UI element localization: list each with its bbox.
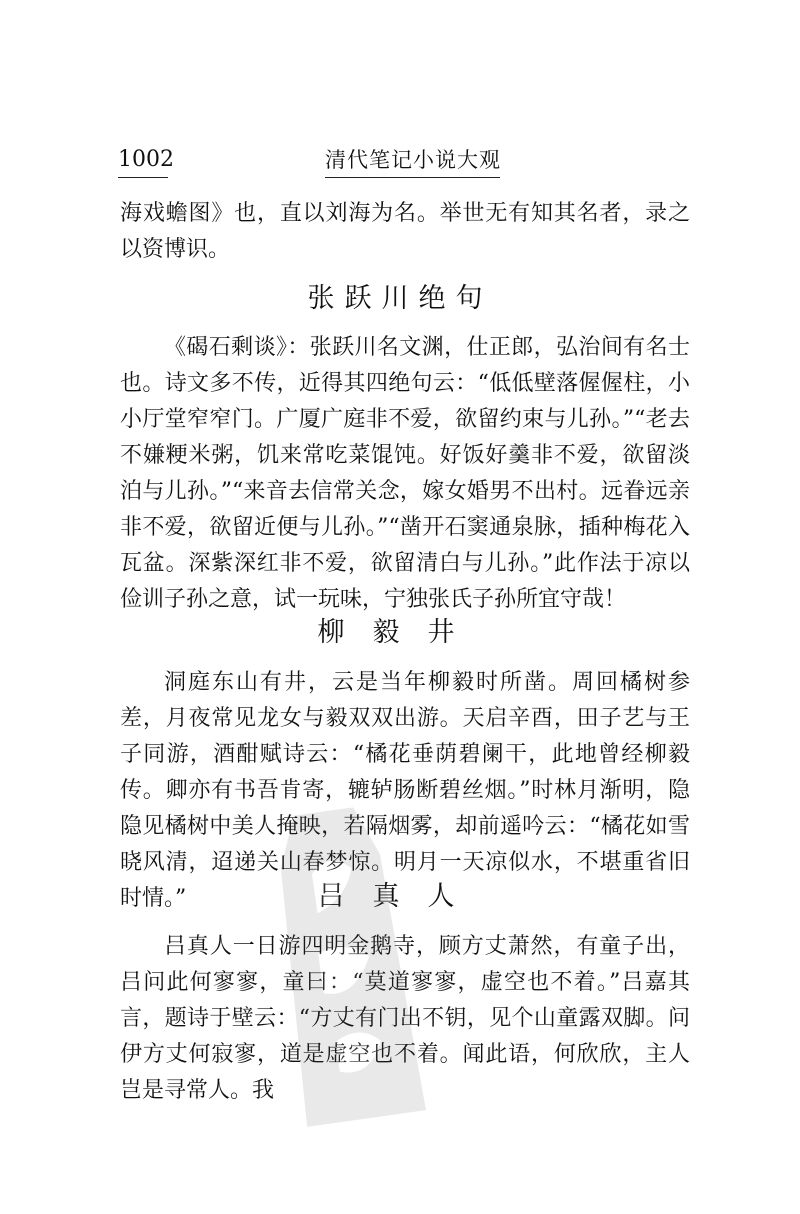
section-title-liu-yi-well: 柳毅井 xyxy=(317,617,483,648)
section-body-liu-yi-well: 洞庭东山有井，云是当年柳毅时所凿。周回橘树参差，月夜常见龙女与毅双双出游。天启辛酉，田子艺与王子同游，酒酣赋诗云：“橘花垂荫碧阑干，此地曾经柳毅传。卿亦有书吾肯寄，辘轳肠断碧丝烟。”时林月渐明，隐隐见橘树中美人掩映，若隔烟雾，却前遥吟云：“橘花如雪晓风清，迢递关山春梦惊。明月一天凉似水，不堪重省旧时情。” xyxy=(120,670,690,911)
book-title-underline xyxy=(325,177,500,178)
section-body-lu-zhenren: 吕真人一日游四明金鹅寺，顾方丈萧然，有童子出，吕问此何寥寥，童曰：“莫道寥寥，虚空也不着。”吕嘉其言，题诗于壁云：“方丈有门出不钥，见个山童露双脚。问伊方丈何寂寥，道是虚空也不着。闻此语，何欣欣，主人岂是寻常人。我 xyxy=(120,934,690,1103)
section-title-zhang-yuechuan: 张跃川绝句 xyxy=(307,283,493,314)
running-header xyxy=(0,147,800,187)
section-body-zhang-yuechuan: 《碣石剩谈》：张跃川名文渊，仕正郎，弘治间有名士也。诗文多不传，近得其四绝句云：“低低壁落偓偓柱，小小厅堂窄窄门。广厦广庭非不爱，欲留约束与儿孙。”“老去不嫌粳米粥，饥来常吃菜馄饨。好饭好羹非不爱，欲留淡泊与儿孙。”“来音去信常关念，嫁女婚男不出村。远眷远亲非不爱，欲留近便与儿孙。”“凿开石窦通泉脉，插种梅花入瓦盆。深紫深红非不爱，欲留清白与儿孙。”此作法于凉以俭训子孙之意，试一玩味，宁独张氏子孙所宜守哉！ xyxy=(120,335,690,612)
section-title-lu-zhenren: 吕真人 xyxy=(317,881,483,912)
page-number-underline xyxy=(118,177,168,178)
book-title: 清代笔记小说大观 xyxy=(325,148,501,172)
continuation-paragraph: 海戏蟾图》也，直以刘海为名。举世无有知其名者，录之以资博识。 xyxy=(120,201,690,262)
page-number: 1002 xyxy=(118,147,174,172)
